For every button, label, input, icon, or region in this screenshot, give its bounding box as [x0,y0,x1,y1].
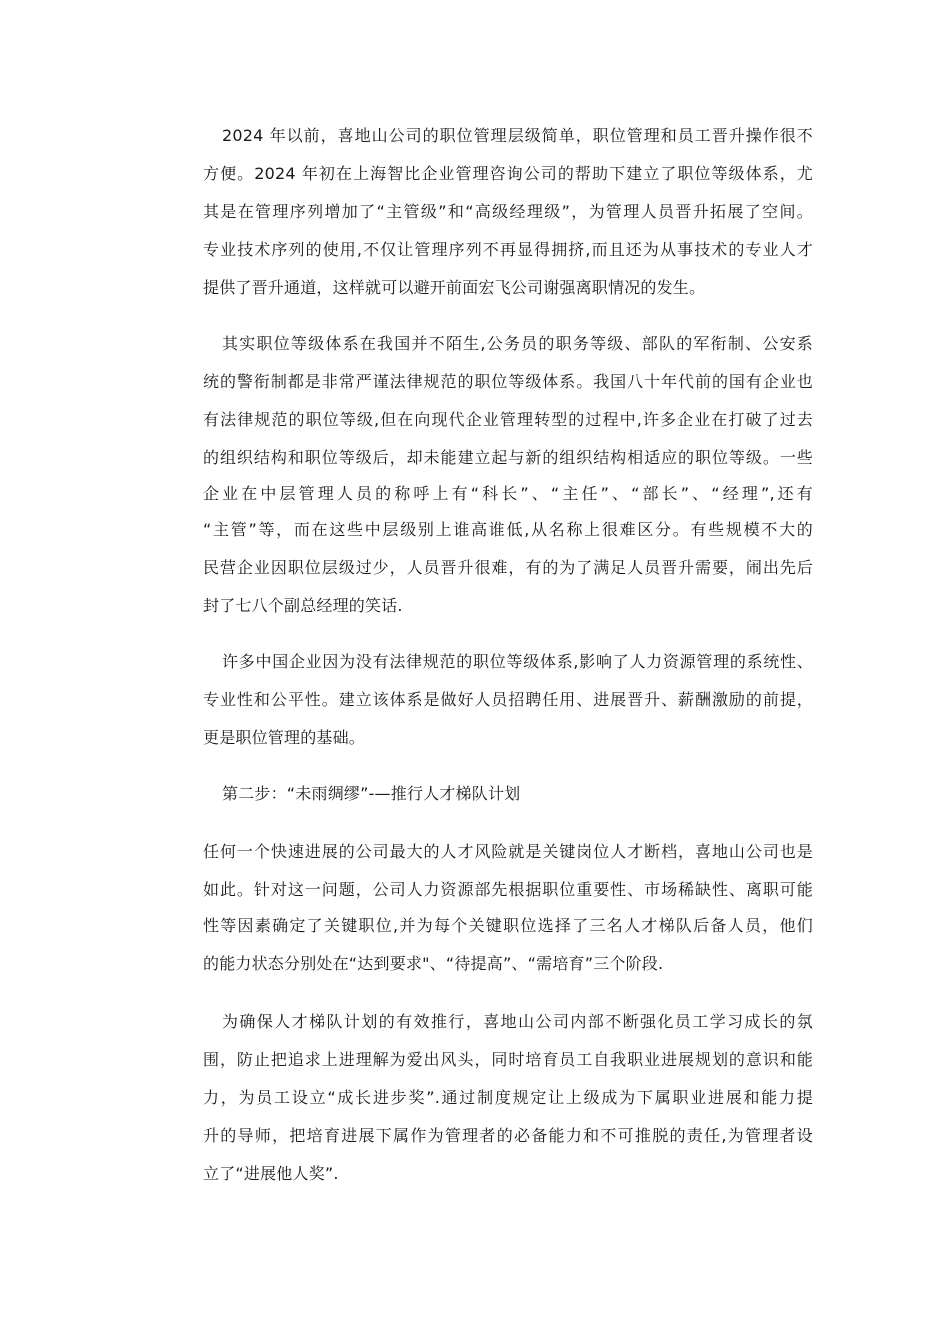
paragraph-line: 性等因素确定了关键职位,并为每个关键职位选择了三名人才梯队后备人员，他们 [203,916,813,935]
paragraph-line: 许多中国企业因为没有法律规范的职位等级体系,影响了人力资源管理的系统性、 [222,652,813,671]
section-heading: 第二步：“未雨绸缪”-—推行人才梯队计划 [222,784,521,803]
paragraph-line: 围，防止把追求上进理解为爱出风头，同时培育员工自我职业进展规划的意识和能 [203,1050,813,1069]
paragraph-line: 企业在中层管理人员的称呼上有“科长”、“主任”、“部长”、“经理”,还有 [203,484,813,503]
paragraph-line: 其实职位等级体系在我国并不陌生,公务员的职务等级、部队的军衔制、公安系 [222,334,813,353]
paragraph-line: 更是职位管理的基础。 [203,728,366,747]
paragraph-line: 其是在管理序列增加了“主管级”和“高级经理级”，为管理人员晋升拓展了空间。 [203,202,813,221]
paragraph-line: 的能力状态分别处在“达到要求"、“待提高”、“需培育”三个阶段. [203,954,664,973]
paragraph-line: 力，为员工设立“成长进步奖”.通过制度规定让上级成为下属职业进展和能力提 [203,1088,813,1107]
paragraph-line: 有法律规范的职位等级,但在向现代企业管理转型的过程中,许多企业在打破了过去 [203,410,813,429]
paragraph-line: 专业性和公平性。建立该体系是做好人员招聘任用、进展晋升、薪酬激励的前提， [203,690,813,709]
paragraph-line: 方便。2024 年初在上海智比企业管理咨询公司的帮助下建立了职位等级体系，尤 [203,164,813,183]
paragraph-line: 立了“进展他人奖”. [203,1164,339,1183]
paragraph-line: 任何一个快速进展的公司最大的人才风险就是关键岗位人才断档，喜地山公司也是 [203,842,813,861]
paragraph-line: 专业技术序列的使用,不仅让管理序列不再显得拥挤,而且还为从事技术的专业人才 [203,240,813,259]
paragraph-line: 民营企业因职位层级过少，人员晋升很难，有的为了满足人员晋升需要，闹出先后 [203,558,813,577]
paragraph-line: 统的警衔制都是非常严谨法律规范的职位等级体系。我国八十年代前的国有企业也 [203,372,813,391]
paragraph-line: 为确保人才梯队计划的有效推行，喜地山公司内部不断强化员工学习成长的氛 [222,1012,813,1031]
paragraph-line: 提供了晋升通道，这样就可以避开前面宏飞公司谢强离职情况的发生。 [203,278,706,297]
paragraph-line: 升的导师，把培育进展下属作为管理者的必备能力和不可推脱的责任,为管理者设 [203,1126,813,1145]
paragraph-line: “主管”等，而在这些中层级别上谁高谁低,从名称上很难区分。有些规模不大的 [203,520,813,539]
paragraph-line: 封了七八个副总经理的笑话. [203,596,403,615]
paragraph-line: 的组织结构和职位等级后，却未能建立起与新的组织结构相适应的职位等级。一些 [203,448,813,467]
paragraph-line: 如此。针对这一问题，公司人力资源部先根据职位重要性、市场稀缺性、离职可能 [203,880,813,899]
paragraph-line: 2024 年以前，喜地山公司的职位管理层级简单，职位管理和员工晋升操作很不 [222,126,813,145]
